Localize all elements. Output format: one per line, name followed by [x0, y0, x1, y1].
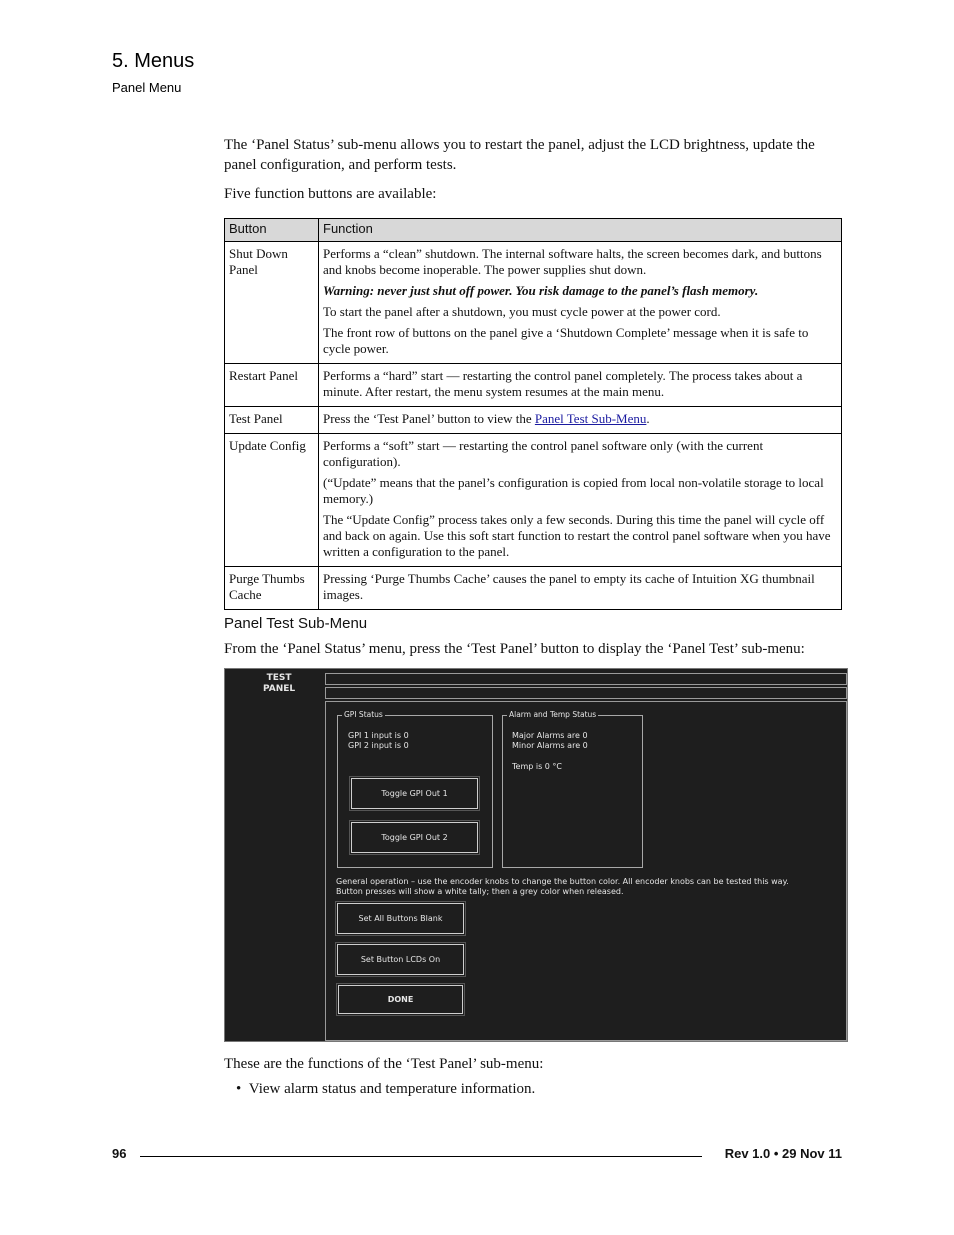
gpi-status-label: GPI Status — [344, 710, 383, 719]
toggle-gpi-out-1-button[interactable]: Toggle GPI Out 1 — [351, 778, 478, 809]
alarm-status-label: Alarm and Temp Status — [509, 710, 597, 719]
set-all-buttons-blank-button[interactable]: Set All Buttons Blank — [337, 903, 464, 934]
screen-top-bar — [325, 673, 847, 685]
cell-function — [319, 364, 842, 407]
function-table — [224, 218, 842, 610]
warning-text: Warning: never just shut off power. You risk damage to the panel’s flash memory. — [323, 283, 759, 298]
desc-text: The front row of buttons on the panel give a ‘Shutdown Complete’ message when it is safe to cycle power. — [323, 325, 809, 356]
general-operation-text: General operation – use the encoder knobs to change the button color. All encoder knobs can be tested this way. — [336, 877, 789, 886]
table-row — [225, 242, 842, 364]
table-header-row — [225, 219, 842, 242]
table-row — [225, 364, 842, 407]
desc-text: (“Update” means that the panel’s configuration is copied from local non-volatile storage to local memory.) — [323, 475, 824, 506]
section-label: Panel Menu — [112, 80, 182, 95]
desc-pre: Press the ‘Test Panel’ button to view the — [323, 411, 535, 426]
screen-second-bar — [325, 687, 847, 699]
screen-title — [263, 673, 295, 695]
desc-text: Performs a “soft” start — restarting the control panel software only (with the current configuration). — [323, 438, 764, 469]
done-button[interactable]: DONE — [338, 985, 463, 1014]
subheading: Panel Test Sub-Menu — [224, 615, 368, 632]
desc-text: To start the panel after a shutdown, you must cycle power at the power cord. — [323, 304, 721, 319]
desc-text — [323, 411, 837, 427]
table-row — [225, 407, 842, 434]
set-button-lcds-on-button[interactable]: Set Button LCDs On — [337, 944, 464, 975]
cell-function — [319, 434, 842, 567]
cell-button: Purge Thumbs Cache — [225, 567, 319, 610]
table-row — [225, 567, 842, 610]
bullet-text: View alarm status and temperature information. — [248, 1081, 536, 1097]
cell-function — [319, 242, 842, 364]
toggle-gpi-out-2-button[interactable]: Toggle GPI Out 2 — [351, 822, 478, 853]
cell-button: Shut Down Panel — [225, 242, 319, 364]
header-button: Button — [225, 219, 319, 242]
revision-label: Rev 1.0 • 29 Nov 11 — [724, 1146, 842, 1161]
panel-test-link[interactable]: Panel Test Sub-Menu — [534, 411, 647, 426]
after-paragraph: These are the functions of the ‘Test Panel’ sub-menu: — [224, 1056, 544, 1072]
alarm-line: Minor Alarms are 0 — [512, 741, 588, 750]
footer-divider — [140, 1156, 702, 1157]
panel-test-screenshot — [224, 668, 848, 1042]
screen-title-line: TEST — [266, 673, 292, 683]
button-press-text: Button presses will show a white tally; then a grey color when released. — [336, 887, 624, 896]
desc-text: Pressing ‘Purge Thumbs Cache’ causes the panel to empty its cache of Intuition XG thumbnail images. — [323, 571, 815, 602]
gpi-line: GPI 2 input is 0 — [348, 741, 409, 750]
header-function: Function — [319, 219, 842, 242]
screen-title-line: PANEL — [263, 684, 296, 694]
cell-button: Restart Panel — [225, 364, 319, 407]
cell-function — [319, 407, 842, 434]
chapter-title: 5. Menus — [112, 50, 195, 72]
desc-text: Performs a “clean” shutdown. The internal software halts, the screen becomes dark, and buttons and knobs become inoperable. The power supplies shut down. — [323, 246, 822, 277]
temp-line: Temp is 0 °C — [512, 762, 563, 771]
alarm-line: Major Alarms are 0 — [512, 731, 588, 740]
table-row — [225, 434, 842, 567]
desc-text: Performs a “hard” start — restarting the control panel completely. The process takes about a minute. After restart, the menu system resumes at the main menu. — [323, 368, 803, 399]
intro-paragraph: The ‘Panel Status’ sub-menu allows you to restart the panel, adjust the LCD brightness, update the panel configuration, and perform tests. — [224, 137, 815, 173]
bullet-item — [236, 1081, 535, 1098]
desc-text: The “Update Config” process takes only a few seconds. During this time the panel will cycle off and back on again. Use this soft start function to restart the control panel software when you have written a configuration to the panel. — [323, 512, 831, 559]
subintro-paragraph: From the ‘Panel Status’ menu, press the ‘Test Panel’ button to display the ‘Panel Test’ sub-menu: — [224, 641, 805, 657]
cell-button: Test Panel — [225, 407, 319, 434]
cell-function — [319, 567, 842, 610]
bullet-marker: • — [236, 1081, 249, 1097]
buttons-intro: Five function buttons are available: — [224, 186, 437, 202]
desc-post: . — [646, 411, 650, 426]
cell-button: Update Config — [225, 434, 319, 567]
page-number: 96 — [112, 1146, 127, 1161]
gpi-line: GPI 1 input is 0 — [348, 731, 409, 740]
